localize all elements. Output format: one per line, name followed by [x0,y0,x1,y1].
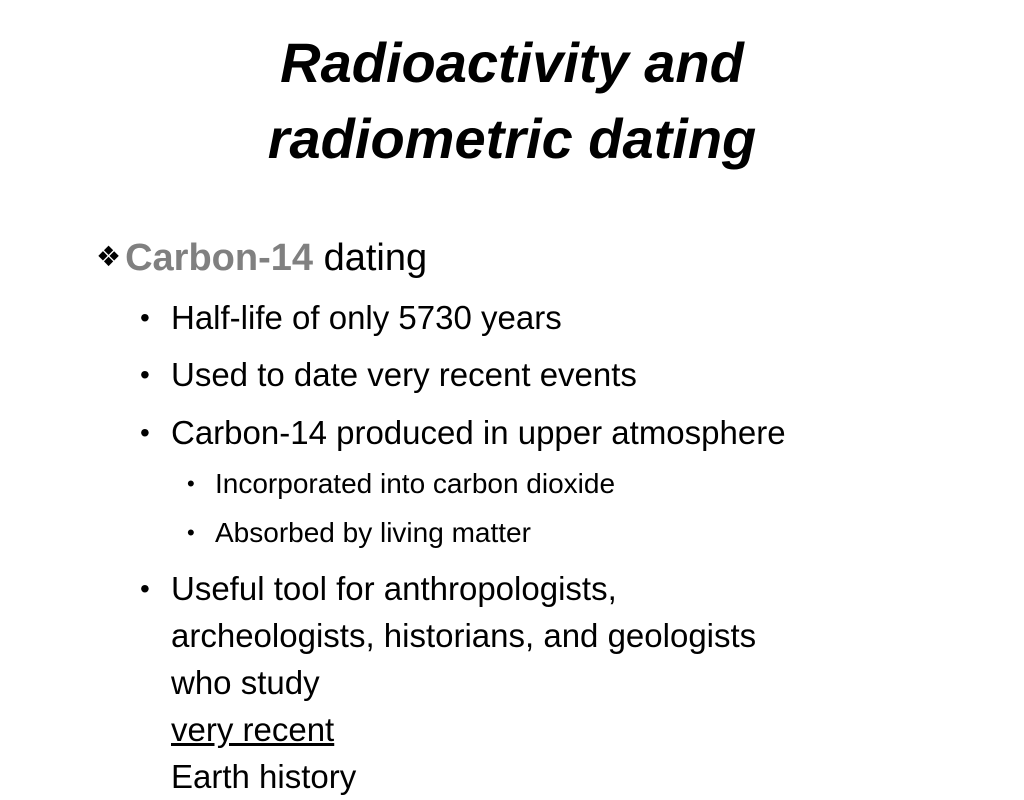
bullet-text: Used to date very recent events [171,356,637,393]
main-bullet-text: dating [313,237,428,279]
slide-title [0,25,1024,177]
bullet-line-text: who study [171,664,320,701]
bullet-dot-icon: • [187,520,195,545]
underlined-phrase: very recent [171,711,335,748]
bullet-line: Useful tool for anthropologists, [171,570,617,607]
bullet-dot-icon: • [140,302,150,333]
bullet-line-text: Earth history [171,758,357,795]
slide-title-line-1: Radioactivity and [280,31,744,94]
bullet-dot-icon: • [140,573,150,604]
bullet-dot-icon: • [187,471,195,496]
main-bullet-highlight: Carbon-14 [125,237,314,279]
bullet-dot-icon: • [140,359,150,390]
main-bullet [96,233,427,282]
bullet-dot-icon: • [140,417,150,448]
bullet-text: Half-life of only 5730 years [171,299,562,336]
sub-bullet-text: Absorbed by living matter [215,517,531,548]
bullet-text: Carbon-14 produced in upper atmosphere [171,414,786,451]
slide-title-line-2: radiometric dating [267,107,757,170]
bullet-text-multiline [171,565,756,800]
bullet-line: archeologists, historians, and geologists [171,617,757,654]
diamond-bullet-icon: ❖ [96,240,122,273]
sub-bullet-text: Incorporated into carbon dioxide [215,468,616,499]
bullet-line [171,659,756,800]
